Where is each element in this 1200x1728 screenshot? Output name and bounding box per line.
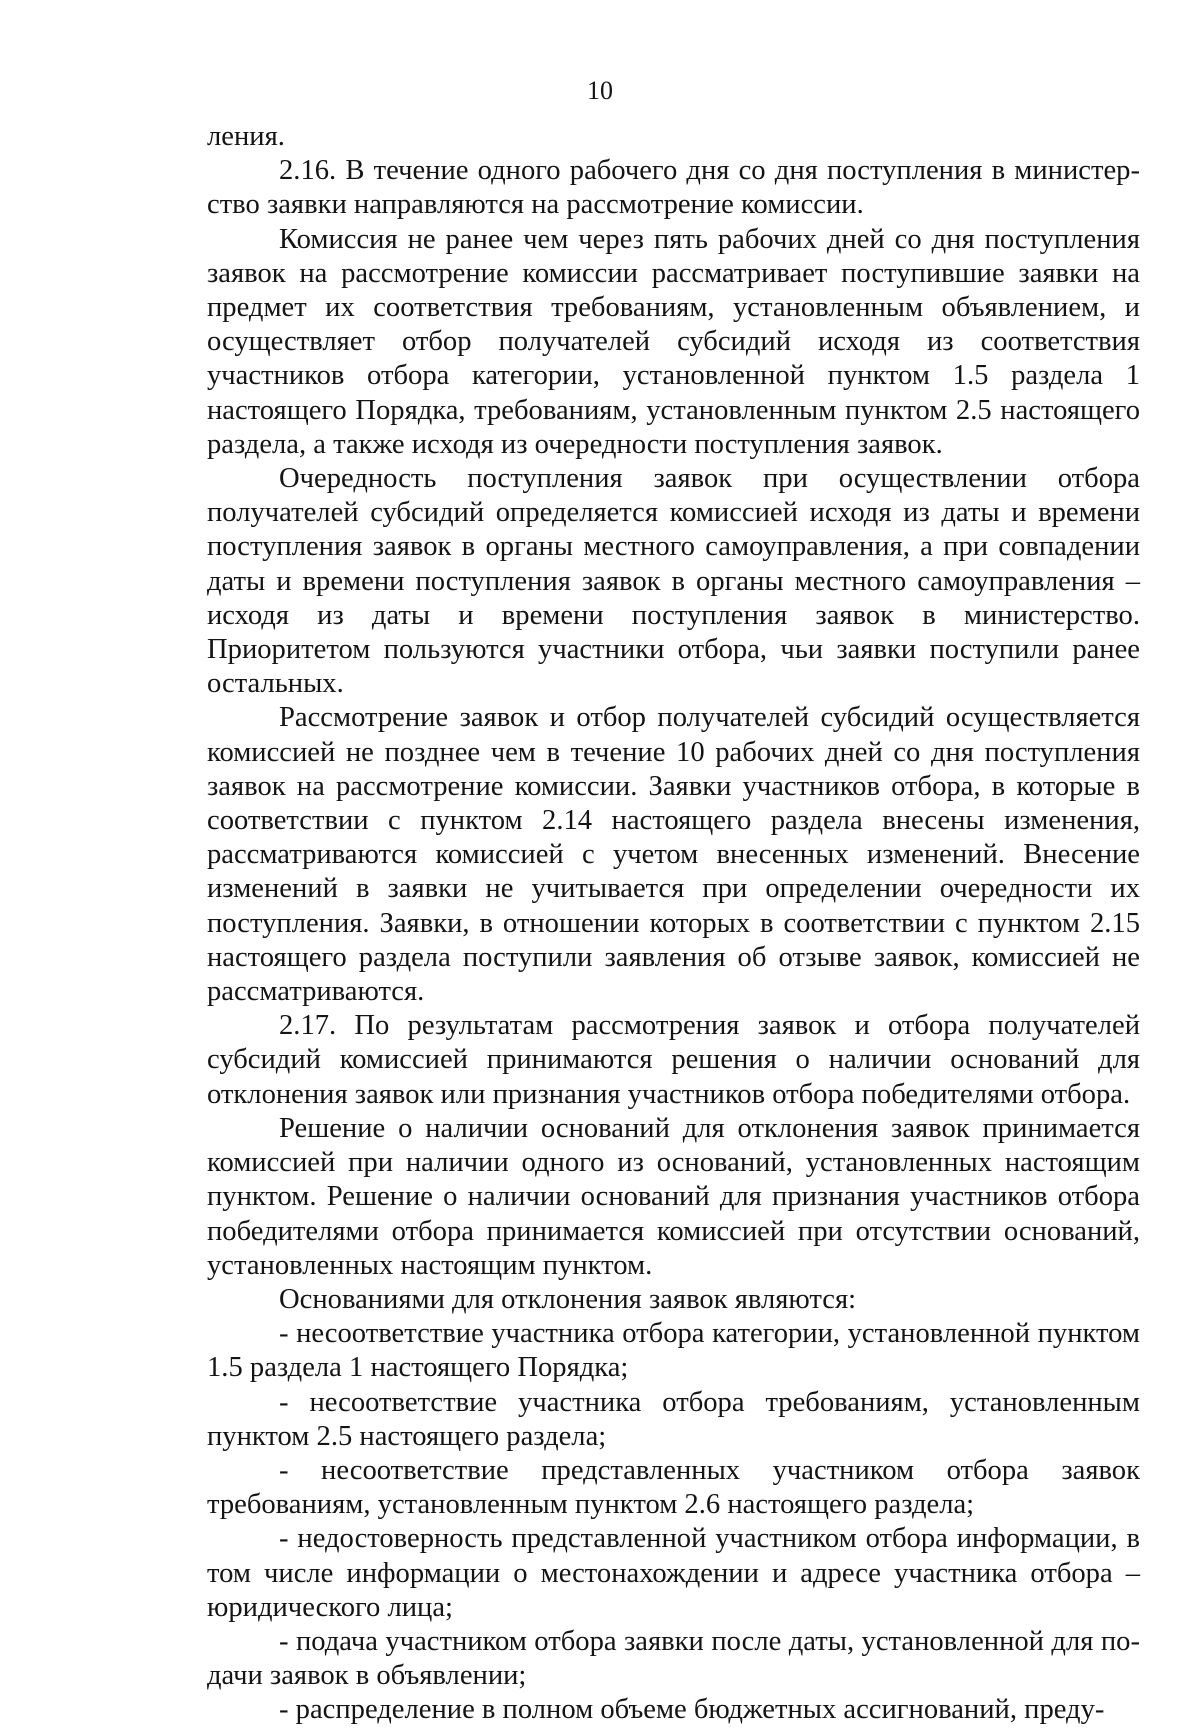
list-item-category: - несоответствие участника отбора категории, установленной пунктом 1.5 раздела 1 настоящего Порядка; (207, 1318, 1140, 1384)
list-item-application-requirements: - несоответствие представленных участником отбора заявок требованиям, установленным пунктом 2.6 настоящего раздела; (207, 1454, 1140, 1521)
list-item-late-submission: - подача участником отбора заявки после даты, установленной для подачи заявок в объявлении; (207, 1625, 1140, 1692)
body-text (207, 120, 1140, 1728)
list-item-requirements: - несоответствие участника отбора требованиям, установленным пунктом 2.5 настоящего раздела; (207, 1386, 1140, 1452)
page-number: 10 (587, 76, 613, 105)
list-item-unreliable-info: - недостоверность представленной участником отбора информации, в том числе информации о местонахождении и адресе участника отбора – юридического лица; (207, 1523, 1140, 1623)
paragraph-2-17: 2.17. По результатам рассмотрения заявок и отбора получателей субсидий комиссией принимаются решения о наличии оснований для отклонения заявок или признания участников отбора победителями отбора. (207, 1010, 1140, 1110)
list-item-budget-distribution: - распределение в полном объеме бюджетных ассигнований, преду- (279, 1694, 1105, 1726)
paragraph-order-of-receipt: Очередность поступления заявок при осуществлении отбора получателей субсидий определяется комиссией исходя из даты и времени поступления заявок в органы местного самоуправления, а при совпадении даты и времени поступления заявок в органы местного самоуправления – исходя из даты и времени поступления заявок в министерство. Приоритетом пользуются участники отбора, чьи заявки поступили ранее остальных. (207, 463, 1140, 700)
paragraph-commission-review: Комиссия не ранее чем через пять рабочих дней со дня поступления заявок на рассмотрение комиссии рассматривает поступившие заявки на предмет их соответствия требованиям, установленным объявлением, и осуществляет отбор получателей субсидий исходя из соответствия участников отбора категории, установленной пунктом 1.5 раздела 1 настоящего Порядка, требованиям, установленным пунктом 2.5 настоящего раздела, а также исходя из очередности поступления заявок. (207, 223, 1140, 460)
paragraph-review-deadline: Рассмотрение заявок и отбор получателей субсидий осуществляется комиссией не позднее чем в течение 10 рабочих дней со дня поступления заявок на рассмотрение комиссии. Заявки участников отбора, в которые в соответствии с пунктом 2.14 настоящего раздела внесены изменения, рассматриваются комиссией с учетом внесенных изменений. Внесение изменений в заявки не учитывается при определении очередности их поступления. Заявки, в отношении которых в соответствии с пунктом 2.15 настоящего раздела поступили заявления об отзыве заявок, комиссией не рассматриваются. (207, 702, 1140, 1008)
paragraph-continuation: ления. (207, 121, 285, 152)
paragraph-grounds-intro: Основаниями для отклонения заявок являются: (279, 1283, 857, 1315)
paragraph-decision: Решение о наличии оснований для отклонения заявок принимается комиссией при наличии одного из оснований, установленных настоящим пунктом. Решение о наличии оснований для признания участников отбора победителями отбора принимается комиссией при отсутствии оснований, установленных настоящим пунктом. (207, 1112, 1140, 1281)
paragraph-2-16: 2.16. В течение одного рабочего дня со дня поступления в министерство заявки направляются на рассмотрение комиссии. (207, 155, 1140, 221)
